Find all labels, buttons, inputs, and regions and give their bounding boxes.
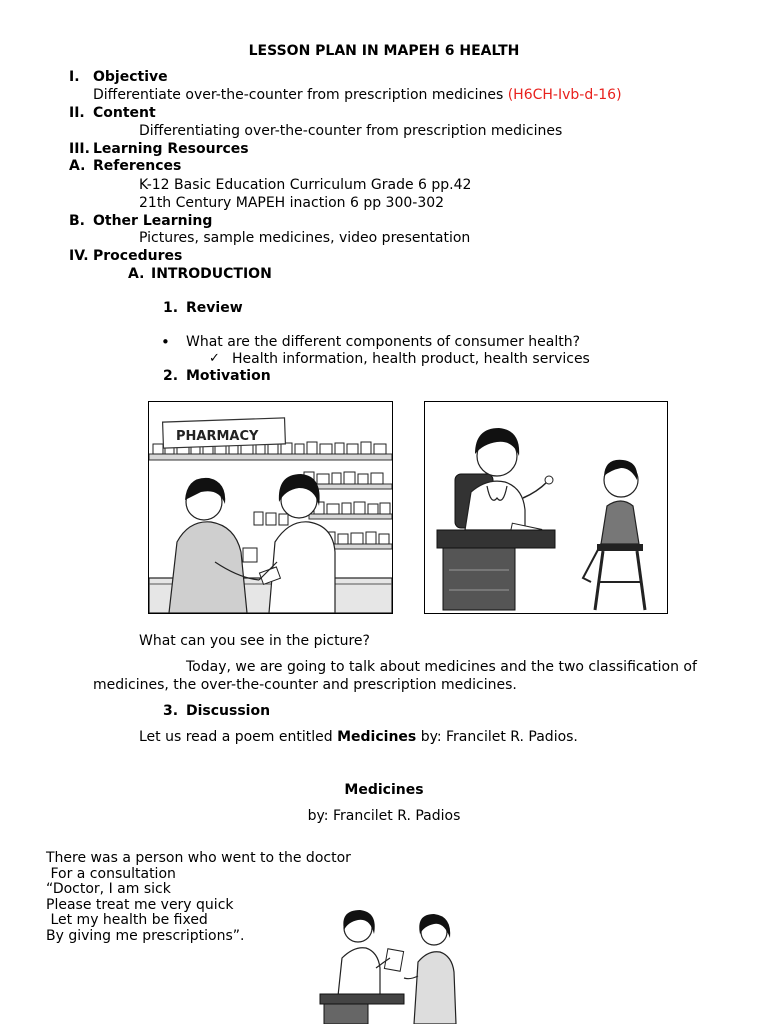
introduction-heading: INTRODUCTION <box>151 266 272 282</box>
other-learning-letter: B. <box>69 213 85 229</box>
intro-paragraph-line-2: medicines, the over-the-counter and prescription medicines. <box>93 677 517 693</box>
pharmacy-sign-text: PHARMACY <box>176 429 259 444</box>
bullet-icon: • <box>161 333 170 351</box>
discussion-poem-title: Medicines <box>337 729 417 745</box>
objective-code: (H6CH-Ivb-d-16) <box>507 87 622 103</box>
procedures-heading: Procedures <box>93 248 183 264</box>
doctor-illustration <box>424 401 668 614</box>
poem-line: There was a person who went to the doctor <box>46 850 351 866</box>
page-title: LESSON PLAN IN MAPEH 6 HEALTH <box>248 43 520 59</box>
references-letter: A. <box>69 158 86 174</box>
motivation-number: 2. <box>163 368 179 384</box>
other-learning-heading: Other Learning <box>93 213 213 229</box>
discussion-number: 3. <box>163 703 179 719</box>
intro-paragraph-line-1: Today, we are going to talk about medicines and the two classification of <box>186 659 697 675</box>
poem-line: “Doctor, I am sick <box>46 881 171 897</box>
checkmark-icon: ✓ <box>209 351 220 366</box>
content-text: Differentiating over-the-counter from prescription medicines <box>139 123 563 139</box>
discussion-lead-line <box>139 729 578 746</box>
reference-item: K-12 Basic Education Curriculum Grade 6 pp.42 <box>139 177 472 193</box>
review-number: 1. <box>163 300 179 316</box>
review-answer: Health information, health product, health services <box>232 351 590 367</box>
discussion-heading: Discussion <box>186 703 271 719</box>
picture-question: What can you see in the picture? <box>139 633 370 649</box>
motivation-heading: Motivation <box>186 368 271 384</box>
learning-resources-numeral: III. <box>69 141 90 157</box>
introduction-letter: A. <box>128 266 145 282</box>
objective-text-line <box>93 87 622 104</box>
pharmacy-illustration <box>148 401 393 614</box>
discussion-byline: by: Francilet R. Padios. <box>420 729 578 745</box>
poem-line: For a consultation <box>46 866 176 882</box>
other-learning-text: Pictures, sample medicines, video presentation <box>139 230 471 246</box>
objective-heading: Objective <box>93 69 168 85</box>
discussion-lead: Let us read a poem entitled <box>139 729 333 745</box>
references-heading: References <box>93 158 182 174</box>
objective-text: Differentiate over-the-counter from prescription medicines <box>93 87 504 103</box>
procedures-numeral: IV. <box>69 248 89 264</box>
content-heading: Content <box>93 105 156 121</box>
poem-author: by: Francilet R. Padios <box>307 808 461 824</box>
review-heading: Review <box>186 300 243 316</box>
poem-line: Please treat me very quick <box>46 897 234 913</box>
consultation-illustration <box>316 906 466 1024</box>
poem-title: Medicines <box>344 782 424 798</box>
review-question: What are the different components of consumer health? <box>186 334 581 350</box>
content-numeral: II. <box>69 105 85 121</box>
learning-resources-heading: Learning Resources <box>93 141 249 157</box>
poem-line: Let my health be fixed <box>46 912 208 928</box>
objective-numeral: I. <box>69 69 80 85</box>
reference-item: 21th Century MAPEH inaction 6 pp 300-302 <box>139 195 445 211</box>
poem-line: By giving me prescriptions”. <box>46 928 245 944</box>
